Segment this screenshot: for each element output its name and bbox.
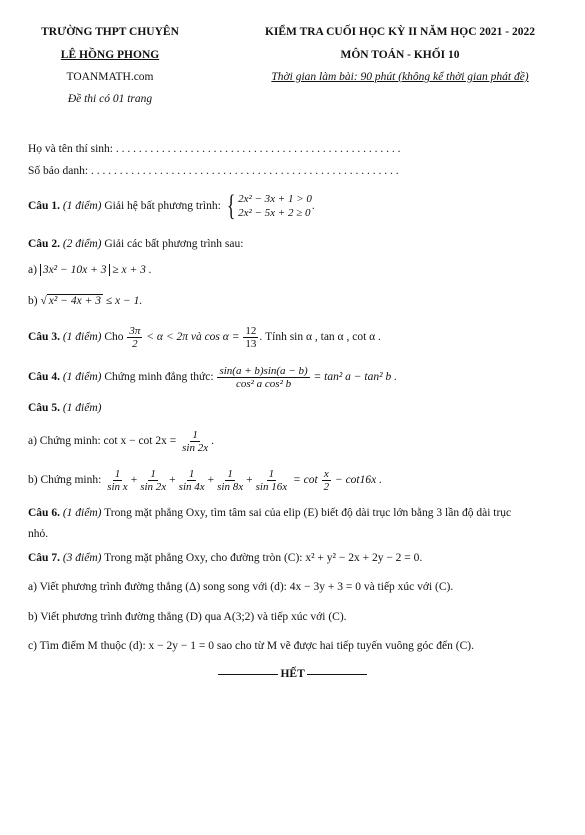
divider-right	[307, 674, 367, 675]
q6-points: (1 điểm)	[62, 507, 102, 519]
q7-part-a	[28, 580, 557, 595]
exam-title: KIỂM TRA CUỐI HỌC KỲ II NĂM HỌC 2021 - 2022	[264, 26, 536, 38]
q5-part-b	[28, 463, 557, 497]
plus-sign: +	[169, 474, 176, 486]
q2-b-rest: ≤ x − 1.	[102, 295, 143, 307]
q7-c-text: c) Tìm điểm M thuộc (d): x − 2y − 1 = 0 sao cho từ M vẽ được hai tiếp tuyến vuông góc đến (C).	[28, 640, 474, 652]
q5-part-a	[28, 424, 557, 458]
q3-end: . Tính sin α , tan α , cot α .	[259, 331, 381, 343]
plus-sign: +	[246, 474, 253, 486]
candidate-name-label: Họ và tên thí sinh:	[28, 143, 113, 155]
q2-a-prefix: a)	[28, 264, 37, 276]
q1-label: Câu 1.	[28, 200, 60, 212]
plus-sign: +	[207, 474, 215, 486]
site-name: TOANMATH.com	[66, 71, 154, 83]
q3-points: (1 điểm)	[62, 331, 102, 343]
page-count: Đề thi có 01 trang	[67, 93, 153, 105]
q3-label: Câu 3.	[28, 331, 60, 343]
question-3	[28, 320, 557, 354]
q4-label: Câu 4.	[28, 371, 60, 383]
q7-points: (3 điểm)	[62, 552, 102, 564]
candidate-id-dots: . . . . . . . . . . . . . . . . . . . . . . . . . . . . . . . . . . . . . . . . . . . . . . . . . . . . . .	[90, 165, 399, 177]
q1-system: { 2x² − 3x + 1 > 0 2x² − 5x + 2 ≥ 0	[226, 189, 312, 223]
sqrt-icon: √	[40, 295, 47, 307]
q7-part-c	[28, 639, 557, 654]
exam-time	[240, 71, 560, 83]
q6-text: Trong mặt phẳng Oxy, tìm tâm sai của elip (E) biết độ dài trục lớn bằng 3 lần độ dài trục	[104, 507, 512, 519]
q2-b-root: x² − 4x + 3	[48, 295, 101, 307]
q2-a-rest: ≥ x + 3 .	[109, 264, 152, 276]
end-text: HẾT	[280, 668, 305, 680]
q5-b-fraction-4: $\frac{1}{\sin 8x}$	[217, 467, 244, 493]
exam-time-text: Thời gian làm bài: 90 phút (không kể thời gian phát đề)	[271, 71, 529, 83]
divider-left	[218, 674, 278, 675]
q1-ineq-2: 2x² − 5x + 2 ≥ 0	[238, 207, 311, 220]
q2-a-abs: 3x² − 10x + 3	[40, 264, 110, 276]
candidate-id-label: Số báo danh:	[28, 165, 89, 177]
q4-fraction: $\frac{\sin(a + b)\sin(a - b)}{\text{cos² a cos² b}}$	[219, 364, 308, 390]
q2-points: (2 điểm)	[62, 238, 102, 250]
q6-label: Câu 6.	[28, 507, 60, 519]
school-name-line1: TRƯỜNG THPT CHUYÊN	[41, 26, 179, 38]
q3-text: Cho	[104, 331, 124, 343]
candidate-name-dots: . . . . . . . . . . . . . . . . . . . . . . . . . . . . . . . . . . . . . . . . . . . . . . . . . .	[115, 143, 401, 155]
q5-b-end: − cot16x .	[332, 474, 382, 486]
q5-a-fraction: $\frac{1}{\sin 2x}$	[182, 428, 209, 454]
q3-fraction-2: $\frac{12}{13}$	[245, 324, 257, 350]
q6-text-line2	[28, 527, 557, 542]
q7-part-b	[28, 610, 557, 625]
q3-fraction-1: $\frac{3\pi}{2}$	[129, 324, 141, 350]
q2-label: Câu 2.	[28, 238, 60, 250]
q5-b-fraction-5: $\frac{1}{\sin 16x}$	[255, 467, 288, 493]
q2-part-b	[28, 294, 557, 309]
candidate-name-line	[28, 142, 557, 157]
q7-text: Trong mặt phẳng Oxy, cho đường tròn (C): x² + y² − 2x + 2y − 2 = 0.	[104, 552, 423, 564]
question-5	[28, 401, 557, 416]
q1-text: Giải hệ bất phương trình:	[104, 200, 221, 212]
q1-points: (1 điểm)	[62, 200, 102, 212]
question-4	[28, 360, 557, 394]
q7-label: Câu 7.	[28, 552, 60, 564]
q5-points: (1 điểm)	[62, 402, 102, 414]
q7-a-text: a) Viết phương trình đường thẳng (Δ) song song với (d): 4x − 3y + 3 = 0 và tiếp xúc với (C).	[28, 581, 454, 593]
q2-part-a	[28, 263, 557, 278]
q5-b-fraction-2: $\frac{1}{\sin 2x}$	[140, 467, 167, 493]
q5-b-eq: = cot	[290, 474, 321, 486]
q4-rest: = tan² a − tan² b .	[310, 371, 397, 383]
school-name-line2: LÊ HỒNG PHONG	[60, 49, 160, 61]
q7-b-text: b) Viết phương trình đường thẳng (D) qua A(3;2) và tiếp xúc với (C).	[28, 611, 347, 623]
q3-mid: < α < 2π và cos α =	[143, 331, 243, 343]
q5-b-fraction-x: $\frac{x}{2}$	[323, 467, 330, 493]
exam-subject: MÔN TOÁN - KHỐI 10	[340, 49, 460, 61]
q1-end: .	[311, 200, 315, 212]
question-2	[28, 237, 557, 252]
q5-b-fraction-1: $\frac{1}{\text{sin x}}$	[107, 467, 128, 493]
q2-text: Giải các bất phương trình sau:	[104, 238, 244, 250]
question-6	[28, 506, 557, 521]
q1-ineq-1: 2x² − 3x + 1 > 0	[238, 193, 312, 206]
candidate-id-line	[28, 164, 557, 179]
q2-b-prefix: b)	[28, 295, 38, 307]
q4-text: Chứng minh đẳng thức:	[104, 371, 214, 383]
q5-b-fraction-3: $\frac{1}{\sin 4x}$	[178, 467, 205, 493]
q4-points: (1 điểm)	[62, 371, 102, 383]
end-marker	[0, 668, 585, 680]
q5-a-text: a) Chứng minh: cot x − cot 2x =	[28, 435, 180, 447]
question-1	[28, 190, 557, 222]
question-7	[28, 551, 557, 566]
q5-b-text: b) Chứng minh:	[28, 474, 102, 486]
q5-label: Câu 5.	[28, 402, 60, 414]
q5-a-end: .	[211, 435, 214, 447]
plus-sign: +	[130, 474, 138, 486]
q6-text2: nhỏ.	[28, 528, 49, 540]
